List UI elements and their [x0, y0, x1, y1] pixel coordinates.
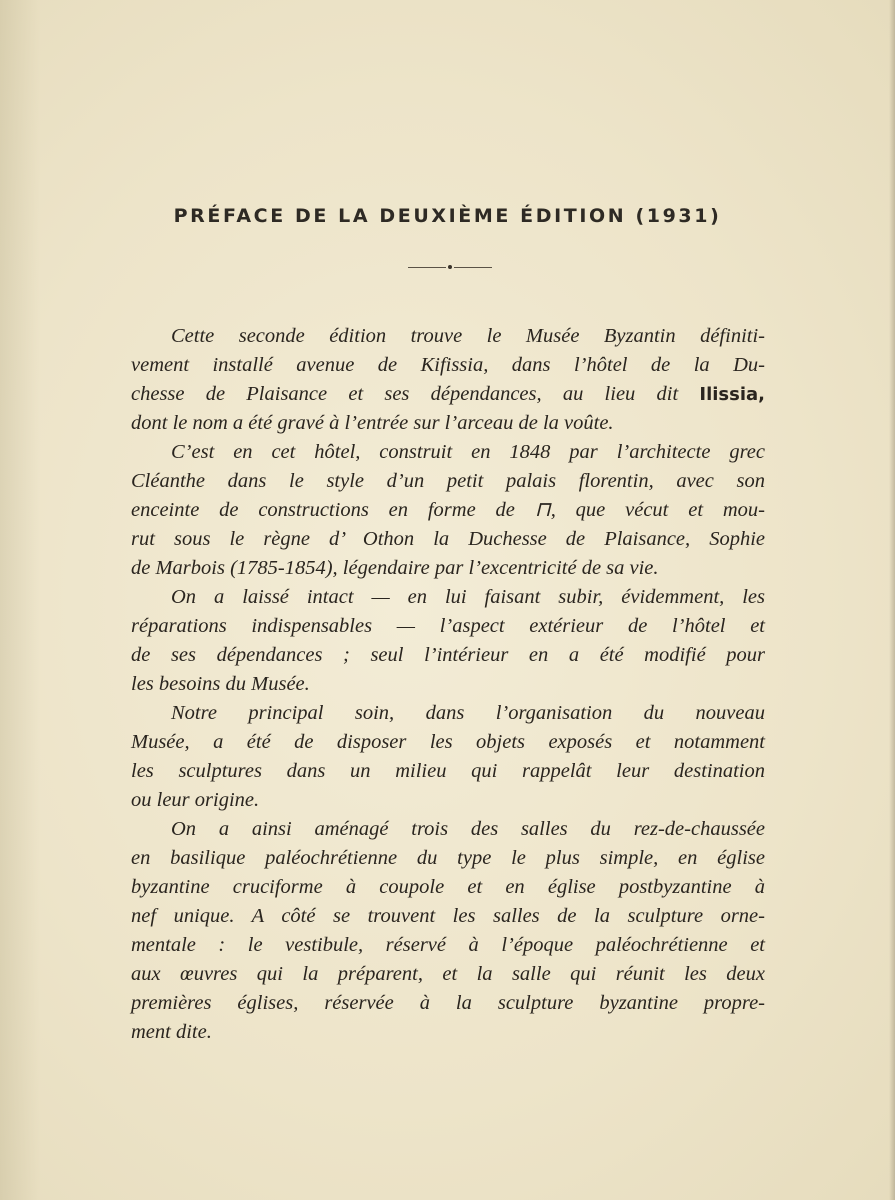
paragraph-2-line-5: de Marbois (1785-1854), légendaire par l’excentricité de sa vie. — [131, 557, 659, 579]
paragraph-2-line-4: rut sous le règne d’ Othon la Duchesse de Plaisance, Sophie — [131, 528, 765, 550]
paragraph-3-line-4: les besoins du Musée. — [131, 673, 310, 695]
ornament-line-right — [454, 267, 492, 268]
paragraph-5-line-5: mentale : le vestibule, réservé à l’époque paléochrétienne et — [131, 934, 765, 956]
paragraph-5-line-1: On a ainsi aménagé trois des salles du rez-de-chaussée — [171, 818, 765, 840]
paragraph-3-line-1: On a laissé intact — en lui faisant subir, évidemment, les — [171, 586, 765, 608]
paragraph-5-line-2: en basilique paléochrétienne du type le plus simple, en église — [131, 847, 765, 869]
place-name-ilissia: Ilissia, — [699, 384, 765, 405]
paragraph-1-line-4: dont le nom a été gravé à l’entrée sur l’arceau de la voûte. — [131, 412, 614, 434]
paragraph-5-line-6: aux œuvres qui la préparent, et la salle qui réunit les deux — [131, 963, 765, 985]
preface-body — [131, 322, 765, 1047]
title-ornament-divider — [408, 266, 492, 270]
paragraph-1-line-2: vement installé avenue de Kifissia, dans l’hôtel de la Du- — [131, 354, 765, 376]
paragraph-2-line-3: enceinte de constructions en forme de ⊓, que vécut et mou- — [131, 499, 765, 521]
paragraph-5-line-8: ment dite. — [131, 1021, 212, 1043]
paragraph-4-line-3: les sculptures dans un milieu qui rappelât leur destination — [131, 760, 765, 782]
paragraph-2-line-1: C’est en cet hôtel, construit en 1848 par l’architecte grec — [171, 441, 765, 463]
page-left-shadow — [0, 0, 40, 1200]
paragraph-4-line-1: Notre principal soin, dans l’organisation du nouveau — [171, 702, 765, 724]
paragraph-4-line-4: ou leur origine. — [131, 789, 260, 811]
paragraph-2-line-2: Cléanthe dans le style d’un petit palais florentin, avec son — [131, 470, 765, 492]
paragraph-5-line-4: nef unique. A côté se trouvent les salles de la sculpture orne- — [131, 905, 765, 927]
ornament-dot — [448, 265, 452, 269]
paragraph-3-line-2: réparations indispensables — l’aspect extérieur de l’hôtel et — [131, 615, 765, 637]
paragraph-5-line-3: byzantine cruciforme à coupole et en église postbyzantine à — [131, 876, 765, 898]
ornament-line-left — [408, 267, 446, 268]
paragraph-4-line-2: Musée, a été de disposer les objets exposés et notamment — [131, 731, 765, 753]
paragraph-1-line-1: Cette seconde édition trouve le Musée Byzantin définiti- — [171, 325, 765, 347]
paragraph-5-line-7: premières églises, réservée à la sculpture byzantine propre- — [131, 992, 765, 1014]
page-title: PRÉFACE DE LA DEUXIÈME ÉDITION (1931) — [173, 205, 722, 227]
paragraph-1-line-3-text: chesse de Plaisance et ses dépendances, au lieu dit — [131, 383, 700, 405]
page-right-edge — [889, 0, 895, 1200]
paragraph-1-line-3 — [131, 380, 765, 409]
paragraph-3-line-3: de ses dépendances ; seul l’intérieur en a été modifié pour — [131, 644, 765, 666]
